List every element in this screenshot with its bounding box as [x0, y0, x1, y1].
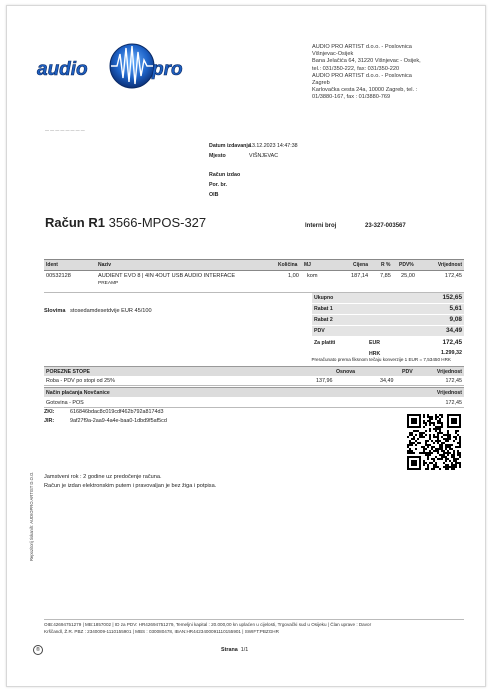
total-eur: Za platiti EUR 172,45: [314, 339, 462, 346]
registered-icon: ®: [33, 645, 43, 655]
logo-text-right: pro: [152, 59, 183, 80]
tax-table-header: POREZNE STOPE Osnova PDV Vrijednost: [44, 366, 464, 376]
audio-pro-logo: [35, 18, 185, 93]
conversion-note: Preračunato prema fiksnom tečaju konverzije 1 EUR = 7,53450 HRK: [311, 357, 451, 362]
internal-number-label: Interni broj: [305, 223, 337, 229]
zki-code: ZKI: 616846bdac8c019cdf462b792a8174d3: [44, 409, 164, 415]
invoice-title: Račun R1 3566-MPOS-327: [45, 215, 207, 230]
payment-row: Gotovina - POS 172,45: [44, 398, 464, 408]
page-number: Strana 1/1: [221, 647, 249, 653]
vertical-repository-text: Repozitorij tiskanih: AUDIOPRO ARTIST D.O.O.: [29, 471, 34, 561]
logo-text-left: audio: [37, 59, 88, 80]
payment-header: Način plaćanja Novčanice Vrijednost: [44, 387, 464, 397]
total-rabat1: Rabat 1 5,61: [314, 305, 462, 312]
total-ukupno: Ukupno 152,65: [314, 294, 462, 301]
small-text: — — — — — — — —: [45, 127, 85, 132]
tax-row: Roba - PDV po stopi od 25% 137,96 34,49 172,45: [44, 376, 464, 386]
internal-number-value: 23-327-003567: [365, 223, 406, 229]
jir-code: JIR: 9af27f9a-2aa9-4a4e-baa0-1dbd9f5af5cd: [44, 418, 167, 424]
notes: Jamstveni rok : 2 godine uz predočenje računa. Račun je izdan elektronskim putem i pravovaljan je bez žiga i potpisa.: [44, 474, 217, 489]
items-table-header: Ident Naziv Količina MJ Cijena R % PDV% Vrijednost: [44, 259, 464, 271]
qr-code: [407, 414, 461, 470]
amount-in-words: Slovima stosedamdesetdvije EUR 45/100: [44, 308, 152, 314]
invoice-page: audio pro AUDIO PRO ARTIST d.o.o. - Poslovnica Višnjevac-Osijek Bana Jelačića 64, 31220 Višnjevac - Osijek, tel.: 031/350-222, fax: 031/350-220 AUDIO PRO ARTIST d.o.o. - Poslovnica Zagreb Karlovačka cesta 24a, 10000 Zagreb, tel. : 01/3880-167, fax : 01/3880-769 — — — — — — — — Datum izdavanja 13.12.2023 14:47:38 Mjesto VIŠNJEVAC Račun izdao Por. br. OIB Račun R1 3566-MPOS-327 Interni broj 23-327-003567 Ident Naziv Količina MJ Cijena R % PDV% Vrijednost 00532128 AUDIENT EVO 8 | 4IN 4OUT USB AUDIO INTERFACE PREAMP 1,00 kom 187,14 7,85 25,00 172,45 Slovima stosedamdesetdvije EUR 45/100 Ukupno 152,65 Rabat 1 5,61 Rabat 2 9,08 PDV 34,49 Za platiti EUR 172,45 HRK 1.299,32 Preračunato prema fiksnom tečaju konverzije 1 EUR = 7,53450 HRK POREZNE STOPE Osnova PDV Vrijednost Roba - PDV po stopi od 25% 137,96 34,49 172,45 Način plaćanja Novčanice Vrijednost Gotovina - POS 172,45 ZKI: 616846bdac8c019cdf462b792a8174d3 JIR: 9af27f9a-2aa9-4a4e-baa0-1dbd9f5af5cd Jamstveni rok : 2 godine uz predočenje računa. Račun je izdan elektronskim putem i pravovaljan je bez žiga i potpisa. Repozitorij tiskanih: AUDIOPRO ARTIST D.O.O. ® OIB:42694751279 | MB:1857002 | ID za PDV: HR42694751279, Temeljni kapital : 20.000,00 kn uplaćen u cijelosti, Trgovački sud u Osijeku | Član uprave : Davor Krščandl, Ž.R. PBZ : 2340009-1110155901 | MBS : 030080478, IBAN:HR4423400091110155901 | SWIFT:PBZGHR Strana 1/1: [6, 5, 486, 687]
footer-divider: [44, 619, 464, 620]
total-pdv: PDV 34,49: [314, 327, 462, 334]
company-address: AUDIO PRO ARTIST d.o.o. - Poslovnica Višnjevac-Osijek Bana Jelačića 64, 31220 Višnjevac - Osijek, tel.: 031/350-222, fax: 031/350-220 AUDIO PRO ARTIST d.o.o. - Poslovnica Zagreb Karlovačka cesta 24a, 10000 Zagreb, tel. : 01/3880-167, fax : 01/3880-769: [312, 44, 421, 101]
total-rabat2: Rabat 2 9,08: [314, 316, 462, 323]
total-hrk: HRK 1.299,32: [369, 350, 462, 357]
footer-legal: OIB:42694751279 | MB:1857002 | ID za PDV: HR42694751279, Temeljni kapital : 20.000,00 kn uplaćen u cijelosti, Trgovački sud u Osijeku | Član uprave : Davor Krščandl, Ž.R. PBZ : 2340009-1110155901 | MBS : 030080478, IBAN:HR4423400091110155901 | SWIFT:PBZGHR: [44, 622, 372, 634]
table-row: 00532128 AUDIENT EVO 8 | 4IN 4OUT USB AUDIO INTERFACE PREAMP 1,00 kom 187,14 7,85 25,00 172,45: [46, 273, 462, 286]
